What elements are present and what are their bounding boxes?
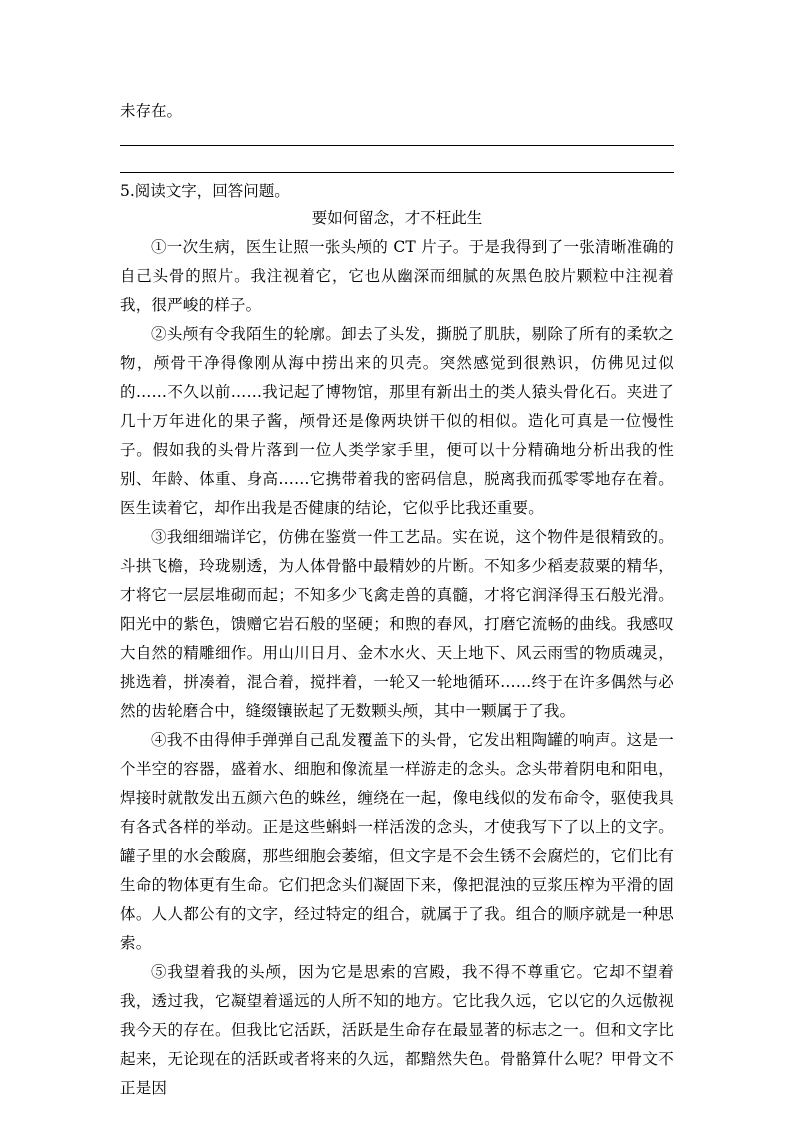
answer-line[interactable] bbox=[120, 145, 674, 146]
article-paragraph-1: ①一次生病，医生让照一张头颅的 CT 片子。于是我得到了一张清晰准确的自己头骨的照片。我注视着它，它也从幽深而细腻的灰黑色胶片颗粒中注视着我，很严峻的样子。 bbox=[120, 238, 674, 314]
answer-line[interactable] bbox=[120, 172, 674, 173]
question-prompt: 5.阅读文字，回答问题。 bbox=[120, 182, 290, 200]
article-paragraph-4: ④我不由得伸手弹弹自己乱发覆盖下的头骨，它发出粗陶罐的响声。这是一个半空的容器，盛着水、细胞和像流星一样游走的念头。念头带着阴电和阳电，焊接时就散发出五颜六色的蛛丝，缠绕在一起，像电线似的发布命令，驱使我具有各式各样的举动。正是这些蝌蚪一样活泼的念头，才使我写下了以上的文字。罐子里的水会酸腐，那些细胞会萎缩，但文字是不会生锈不会腐烂的，它们比有生命的物体更有生命。它们把念头们凝固下来，像把混浊的豆浆压榨为平滑的固体。人人都公有的文字，经过特定的组合，就属于了我。组合的顺序就是一种思索。 bbox=[120, 731, 674, 952]
article-title: 要如何留念，才不枉此生 bbox=[311, 209, 483, 227]
article-body bbox=[120, 233, 674, 1103]
article-paragraph-5: ⑤我望着我的头颅，因为它是思索的宫殿，我不得不尊重它。它却不望着我，透过我，它凝望着遥远的人所不知的地方。它比我久远，它以它的久远傲视我今天的存在。但我比它活跃，活跃是生命存在最显著的标志之一。但和文字比起来，无论现在的活跃或者将来的久远，都黯然失色。骨骼算什么呢？甲骨文不正是因 bbox=[120, 963, 674, 1097]
previous-answer-fragment: 未存在。 bbox=[120, 102, 183, 120]
article-paragraph-3: ③我细细端详它，仿佛在鉴赏一件工艺品。实在说，这个物件是很精致的。斗拱飞檐，玲珑剔透，为人体骨骼中最精妙的片断。不知多少稻麦菽粟的精华，才将它一层层堆砌而起；不知多少飞禽走兽的真髓，才将它润泽得玉石般光滑。阳光中的紫色，馈赠它岩石般的坚硬；和煦的春风，打磨它流畅的曲线。我感叹大自然的精雕细作。用山川日月、金木水火、天上地下、风云雨雪的物质魂灵，挑选着，拼凑着，混合着，搅拌着，一轮又一轮地循环……终于在许多偶然与必然的齿轮磨合中，缝缀镶嵌起了无数颗头颅，其中一颗属于了我。 bbox=[120, 528, 674, 720]
article-paragraph-2: ②头颅有令我陌生的轮廓。卸去了头发，撕脱了肌肤，剔除了所有的柔软之物，颅骨干净得像刚从海中捞出来的贝壳。突然感觉到很熟识，仿佛见过似的……不久以前……我记起了博物馆，那里有新出土的类人猿头骨化石。夹进了几十万年进化的果子酱，颅骨还是像两块饼干似的相似。造化可真是一位慢性子。假如我的头骨片落到一位人类学家手里，便可以十分精确地分析出我的性别、年龄、体重、身高……它携带着我的密码信息，脱离我而孤零零地存在着。医生读着它，却作出我是否健康的结论，它似乎比我还重要。 bbox=[120, 325, 674, 517]
